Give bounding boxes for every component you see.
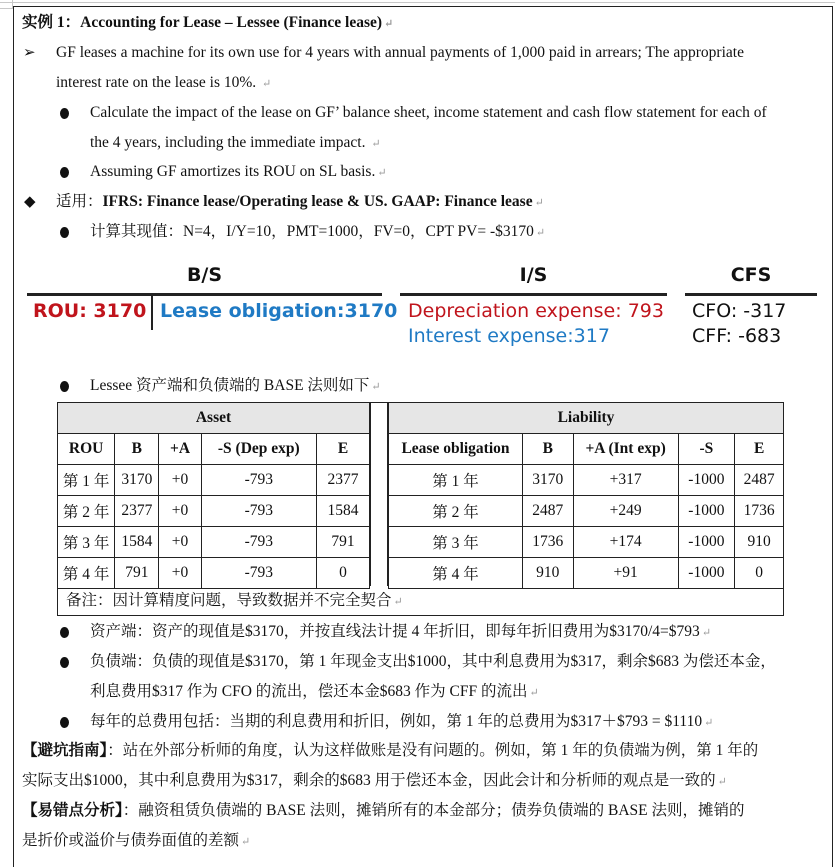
- bs-lease-obligation-value: Lease obligation:3170: [160, 300, 398, 322]
- bullet-icon: [60, 717, 69, 728]
- liability-cell: 2487: [735, 465, 784, 496]
- asset-cell: -793: [201, 527, 317, 558]
- error-analysis-line-1: 【易错点分析】：融资租赁负债端的 BASE 法则，摊销所有的本金部分；债券负债端的 BASE 法则，摊销的: [22, 802, 745, 819]
- cfs-cfo: CFO: -317: [692, 300, 787, 322]
- is-header: I/S: [519, 264, 548, 286]
- asset-col-header: B: [115, 434, 159, 465]
- asset-col-header: E: [317, 434, 370, 465]
- is-interest-expense: Interest expense:317: [408, 325, 610, 347]
- asset-col-header: +A: [159, 434, 201, 465]
- intro-line-1: GF leases a machine for its own use for 4 years with annual payments of 1,000 paid in arrears; The appropriate: [56, 44, 744, 61]
- liability-cell: +249: [573, 496, 678, 527]
- explanation-total-expense: 每年的总费用包括：当期的利息费用和折旧，例如，第 1 年的总费用为$317＋$793 = $1110 ↵: [90, 713, 714, 730]
- liability-col-header: Lease obligation: [389, 434, 523, 465]
- pv-calculation: 计算其现值：N=4，I/Y=10，PMT=1000，FV=0，CPT PV= -$3170 ↵: [90, 223, 546, 240]
- liability-cell: +317: [573, 465, 678, 496]
- page-corner-mark: [0, 0, 13, 9]
- liability-col-header: +A (Int exp): [573, 434, 678, 465]
- liability-cell: 1736: [522, 527, 573, 558]
- liability-table-title: Liability: [389, 403, 784, 434]
- liability-cell: 第 3 年: [389, 527, 523, 558]
- liability-col-header: B: [522, 434, 573, 465]
- liability-cell: -1000: [678, 465, 735, 496]
- bullet-icon: [60, 108, 69, 119]
- asset-cell: +0: [159, 465, 201, 496]
- pitfall-guide-line-2: 实际支出$1000，其中利息费用为$317，剩余的$683 用于偿还本金，因此会计和分析师的观点是一致的 ↵: [22, 772, 727, 789]
- intro-line-2: interest rate on the lease is 10%. ↵: [56, 74, 272, 91]
- liability-cell: 1736: [735, 496, 784, 527]
- bs-underline: [27, 293, 382, 296]
- task-bullet-1-line-1: Calculate the impact of the lease on GF’ balance sheet, income statement and cash flow statement for each of: [90, 104, 767, 121]
- asset-cell: 第 2 年: [58, 496, 115, 527]
- base-intro: Lessee 资产端和负债端的 BASE 法则如下 ↵: [90, 377, 381, 394]
- asset-cell: 第 4 年: [58, 558, 115, 589]
- asset-cell: -793: [201, 558, 317, 589]
- liability-cell: +174: [573, 527, 678, 558]
- asset-cell: 3170: [115, 465, 159, 496]
- asset-cell: 2377: [317, 465, 370, 496]
- liability-cell: -1000: [678, 558, 735, 589]
- table-row: [58, 496, 370, 527]
- liability-col-header: -S: [678, 434, 735, 465]
- liability-table: [388, 402, 784, 589]
- task-bullet-1-line-2: the 4 years, including the immediate impact. ↵: [90, 134, 381, 151]
- cfs-header: CFS: [730, 264, 772, 286]
- asset-cell: 791: [115, 558, 159, 589]
- asset-cell: 0: [317, 558, 370, 589]
- asset-cell: +0: [159, 496, 201, 527]
- table-gap-column: [370, 402, 388, 586]
- asset-cell: +0: [159, 527, 201, 558]
- asset-cell: -793: [201, 496, 317, 527]
- liability-cell: -1000: [678, 496, 735, 527]
- table-row: [58, 527, 370, 558]
- asset-cell: +0: [159, 558, 201, 589]
- liability-cell: 0: [735, 558, 784, 589]
- liability-cell: 第 4 年: [389, 558, 523, 589]
- liability-cell: 2487: [522, 496, 573, 527]
- table-row: [389, 527, 784, 558]
- bs-rou-value: ROU: 3170: [33, 300, 147, 322]
- is-depreciation-expense: Depreciation expense: 793: [408, 300, 664, 322]
- asset-cell: 1584: [317, 496, 370, 527]
- asset-table: [57, 402, 370, 589]
- error-analysis-line-2: 是折价或溢价与债券面值的差额 ↵: [22, 832, 251, 849]
- table-row: [389, 558, 784, 589]
- asset-cell: -793: [201, 465, 317, 496]
- liability-cell: 第 2 年: [389, 496, 523, 527]
- explanation-liability-line-2: 利息费用$317 作为 CFO 的流出，偿还本金$683 作为 CFF 的流出 ↵: [90, 683, 539, 700]
- table-row: [58, 558, 370, 589]
- liability-cell: 910: [735, 527, 784, 558]
- asset-col-header: ROU: [58, 434, 115, 465]
- example-title: 实例 1：Accounting for Lease – Lessee (Finance lease) ↵: [22, 14, 394, 31]
- liability-cell: 3170: [522, 465, 573, 496]
- arrow-bullet-icon: ➢: [23, 45, 36, 61]
- explanation-asset: 资产端：资产的现值是$3170，并按直线法计提 4 年折旧，即每年折旧费用为$3170/4=$793 ↵: [90, 623, 712, 640]
- explanation-liability-line-1: 负债端：负债的现值是$3170，第 1 年现金支出$1000，其中利息费用为$317，剩余$683 为偿还本金，: [90, 653, 776, 670]
- liability-cell: +91: [573, 558, 678, 589]
- page-edge: [0, 2, 835, 3]
- liability-col-header: E: [735, 434, 784, 465]
- bullet-icon: [60, 167, 69, 178]
- bs-header: B/S: [186, 264, 223, 286]
- cfs-underline: [685, 293, 817, 296]
- is-underline: [400, 293, 667, 296]
- bullet-icon: [60, 227, 69, 238]
- bullet-icon: [60, 627, 69, 638]
- bs-divider: [151, 294, 153, 330]
- asset-cell: 第 3 年: [58, 527, 115, 558]
- liability-cell: 910: [522, 558, 573, 589]
- table-row: [389, 496, 784, 527]
- table-note: 备注：因计算精度问题，导致数据并不完全契合 ↵: [57, 586, 784, 616]
- asset-col-header: -S (Dep exp): [201, 434, 317, 465]
- asset-cell: 第 1 年: [58, 465, 115, 496]
- pitfall-guide-line-1: 【避坑指南】：站在外部分析师的角度，认为这样做账是没有问题的。例如，第 1 年的负债端为例，第 1 年的: [22, 742, 759, 759]
- asset-cell: 1584: [115, 527, 159, 558]
- cfs-cff: CFF: -683: [692, 325, 782, 347]
- liability-cell: -1000: [678, 527, 735, 558]
- bullet-icon: [60, 657, 69, 668]
- asset-cell: 791: [317, 527, 370, 558]
- liability-cell: 第 1 年: [389, 465, 523, 496]
- bullet-icon: [60, 381, 69, 392]
- task-bullet-2: Assuming GF amortizes its ROU on SL basis. ↵: [90, 163, 387, 180]
- applicable-standards: 适用：IFRS: Finance lease/Operating lease & US. GAAP: Finance lease ↵: [56, 193, 544, 210]
- table-row: [389, 465, 784, 496]
- diamond-bullet-icon: ◆: [24, 194, 36, 210]
- asset-cell: 2377: [115, 496, 159, 527]
- asset-table-title: Asset: [58, 403, 370, 434]
- table-row: [58, 465, 370, 496]
